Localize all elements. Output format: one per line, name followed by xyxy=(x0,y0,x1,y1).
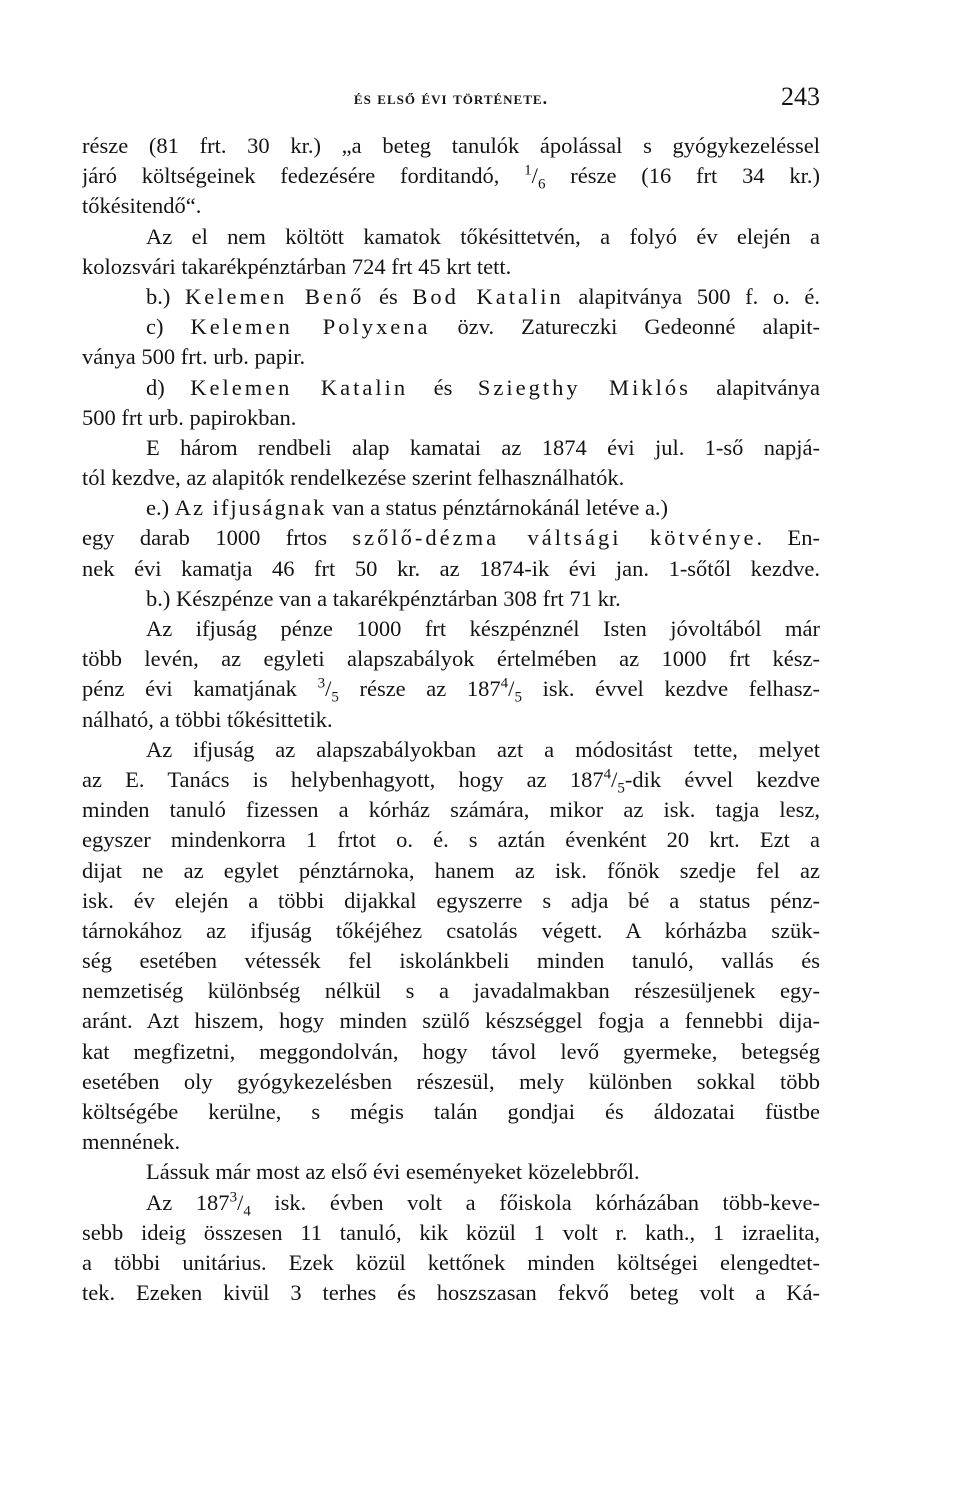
text-line: Lássuk már most az első évi eseményeket közelebbről. xyxy=(146,1159,640,1185)
text-line: b.) Készpénze van a takarékpénztárban 308 frt 71 kr. xyxy=(146,585,621,611)
text-line: 500 frt urb. papirokban. xyxy=(82,404,297,430)
text-line: költségébe kerülne, s mégis talán gondjai és áldozatai füstbe xyxy=(82,1099,820,1124)
text-line: e.) Az ifjuságnak van a status pénztárnokánál letéve a.) xyxy=(146,495,669,521)
text-line: tőkésitendő“. xyxy=(82,193,202,219)
text-line: kolozsvári takarékpénztárban 724 frt 45 krt tett. xyxy=(82,253,512,279)
text-line: ványa 500 frt. urb. papir. xyxy=(82,344,306,370)
text-line: Az $187^3/_4$ isk. évben volt a főiskola kórházában több-keve- xyxy=(146,1189,820,1218)
text-line: sebb ideig összesen 11 tanuló, kik közül 1 volt r. kath., 1 izraelita, xyxy=(82,1219,820,1245)
text-line: pénz évi kamatjának $^3/_5$ része az $187^4/_5$ isk. évvel kezdve felhasz- xyxy=(82,675,820,705)
page-number: 243 xyxy=(781,82,820,111)
text-line: minden tanuló fizessen a kórház számára, mikor az isk. tagja lesz, xyxy=(82,797,820,823)
text-line: mennének. xyxy=(82,1129,181,1155)
text-line: E három rendbeli alap kamatai az 1874 évi jul. 1-ső napjá- xyxy=(146,434,820,460)
text-line: isk. év elején a többi dijakkal egyszerre s adja bé a status pénz- xyxy=(82,887,820,913)
running-head: és első évi története. xyxy=(353,88,549,108)
text-line: b.) Kelemen Benő és Bod Katalin alapitványa 500 f. o. é. xyxy=(146,283,820,309)
text-line: Az ifjuság az alapszabályokban azt a módositást tette, melyet xyxy=(146,736,820,762)
text-line: esetében oly gyógykezelésben részesül, mely különben sokkal több xyxy=(82,1068,820,1094)
text-line: dijat ne az egylet pénztárnoka, hanem az isk. főnök szedje fel az xyxy=(82,857,820,883)
text-line: egy darab 1000 frtos szőlő-dézma váltsági kötvénye. En- xyxy=(82,525,820,551)
text-line: d) Kelemen Katalin és Sziegthy Miklós alapitványa xyxy=(146,374,820,400)
body-text xyxy=(82,131,820,1308)
text-line: az E. Tanács is helybenhagyott, hogy az $187^4/_5$-dik évvel kezdve xyxy=(82,766,820,796)
text-line: tól kezdve, az alapitók rendelkezése szerint felhasználhatók. xyxy=(82,465,625,491)
text-line: c) Kelemen Polyxena özv. Zatureczki Gedeonné alapit- xyxy=(146,314,820,340)
text-line: egyszer mindenkorra 1 frtot o. é. s aztán évenként 20 krt. Ezt a xyxy=(82,827,820,853)
text-line: ség esetében vétessék fel iskolánkbeli minden tanuló, vallás és xyxy=(82,948,820,974)
text-line: aránt. Azt hiszem, hogy minden szülő készséggel fogja a fennebbi dija- xyxy=(82,1008,820,1034)
text-line: több levén, az egyleti alapszabályok értelmében az 1000 frt kész- xyxy=(82,646,820,672)
text-line: Az el nem költött kamatok tőkésittetvén, a folyó év elején a xyxy=(146,223,820,249)
text-line: a többi unitárius. Ezek közül kettőnek minden költségei elengedtet- xyxy=(82,1249,820,1275)
text-line: tárnokához az ifjuság tőkéjéhez csatolás végett. A kórházba szük- xyxy=(82,917,820,943)
text-line: járó költségeinek fedezésére forditandó, $^1/_6$ része (16 frt 34 kr.) xyxy=(82,162,820,192)
text-line: kat megfizetni, meggondolván, hogy távol levő gyermeke, betegség xyxy=(82,1038,820,1064)
text-line: nálható, a többi tőkésittetik. xyxy=(82,706,333,732)
text-line: tek. Ezeken kivül 3 terhes és hoszszasan fekvő beteg volt a Ká- xyxy=(82,1280,820,1306)
text-line: nemzetiség különbség nélkül s a javadalmakban részesüljenek egy- xyxy=(82,978,820,1004)
text-line: nek évi kamatja 46 frt 50 kr. az 1874-ik évi jan. 1-sőtől kezdve. xyxy=(82,555,820,581)
page-header xyxy=(82,82,820,118)
text-line: Az ifjuság pénze 1000 frt készpénznél Isten jóvoltából már xyxy=(146,616,820,641)
text-line: része (81 frt. 30 kr.) „a beteg tanulók ápolással s gyógykezeléssel xyxy=(82,133,820,158)
